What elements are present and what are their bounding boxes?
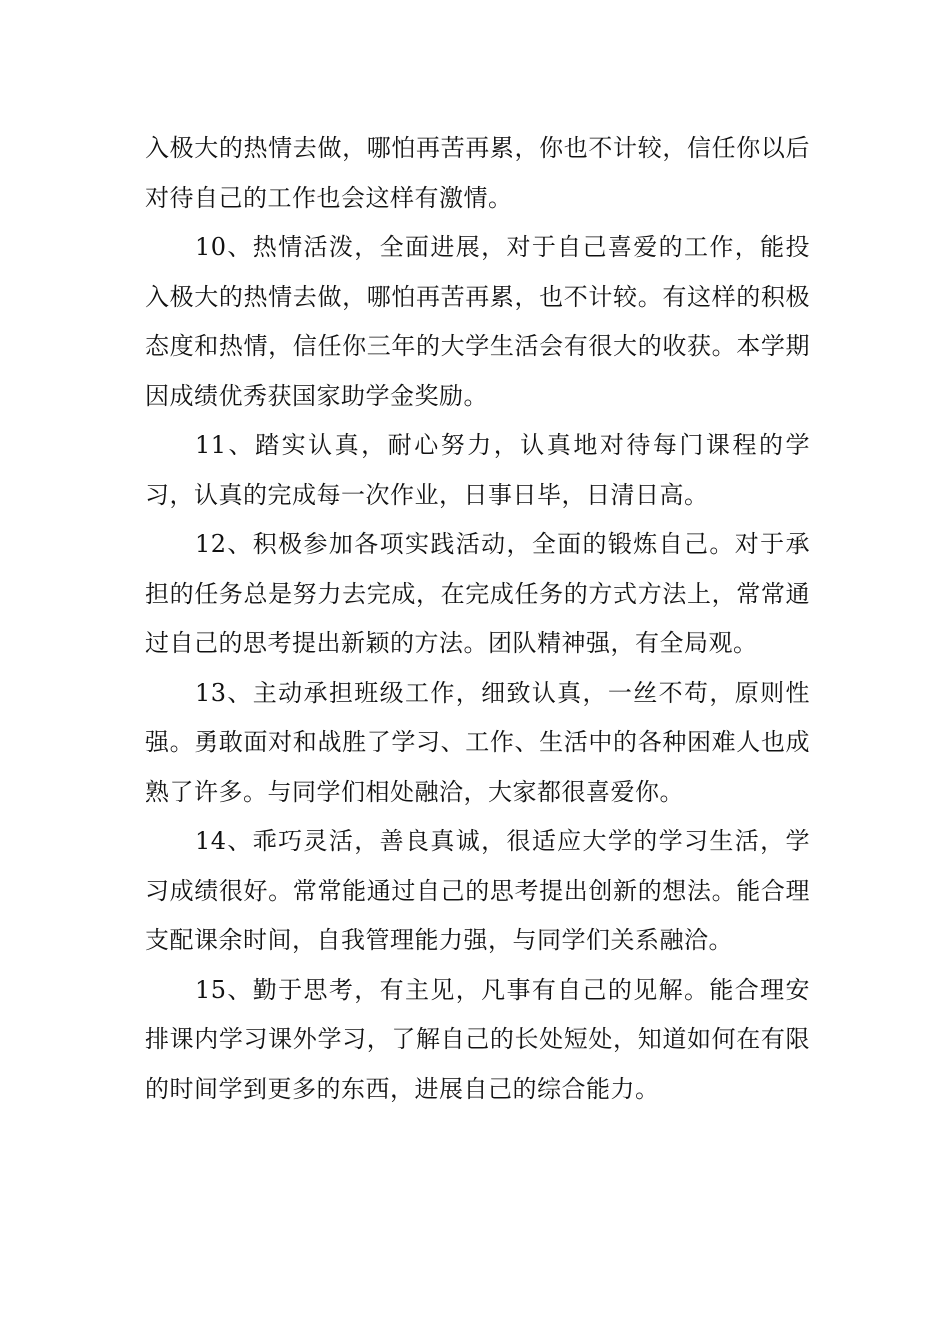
paragraph-14: 14、乖巧灵活，善良真诚，很适应大学的学习生活，学习成绩很好。常常能通过自己的思考提出创新的想法。能合理支配课余时间，自我管理能力强，与同学们关系融洽。 bbox=[145, 827, 810, 954]
paragraph-15: 15、勤于思考，有主见，凡事有自己的见解。能合理安排课内学习课外学习，了解自己的长处短处，知道如何在有限的时间学到更多的东西，进展自己的综合能力。 bbox=[145, 975, 810, 1103]
paragraph-10: 10、热情活泼，全面进展，对于自己喜爱的工作，能投入极大的热情去做，哪怕再苦再累，也不计较。有这样的积极态度和热情，信任你三年的大学生活会有很大的收获。本学期因成绩优秀获国家助学金奖励。 bbox=[145, 233, 810, 410]
document-body bbox=[145, 124, 810, 1114]
paragraph-12: 12、积极参加各项实践活动，全面的锻炼自己。对于承担的任务总是努力去完成，在完成任务的方式方法上，常常通过自己的思考提出新颖的方法。团队精神强，有全局观。 bbox=[145, 530, 810, 657]
paragraph-11: 11、踏实认真，耐心努力，认真地对待每门课程的学习，认真的完成每一次作业，日事日毕，日清日高。 bbox=[145, 431, 810, 509]
paragraph-13: 13、主动承担班级工作，细致认真，一丝不苟，原则性强。勇敢面对和战胜了学习、工作、生活中的各种困难人也成熟了许多。与同学们相处融洽，大家都很喜爱你。 bbox=[145, 678, 810, 806]
paragraph-continued: 入极大的热情去做，哪怕再苦再累，你也不计较，信任你以后对待自己的工作也会这样有激情。 bbox=[145, 134, 810, 212]
